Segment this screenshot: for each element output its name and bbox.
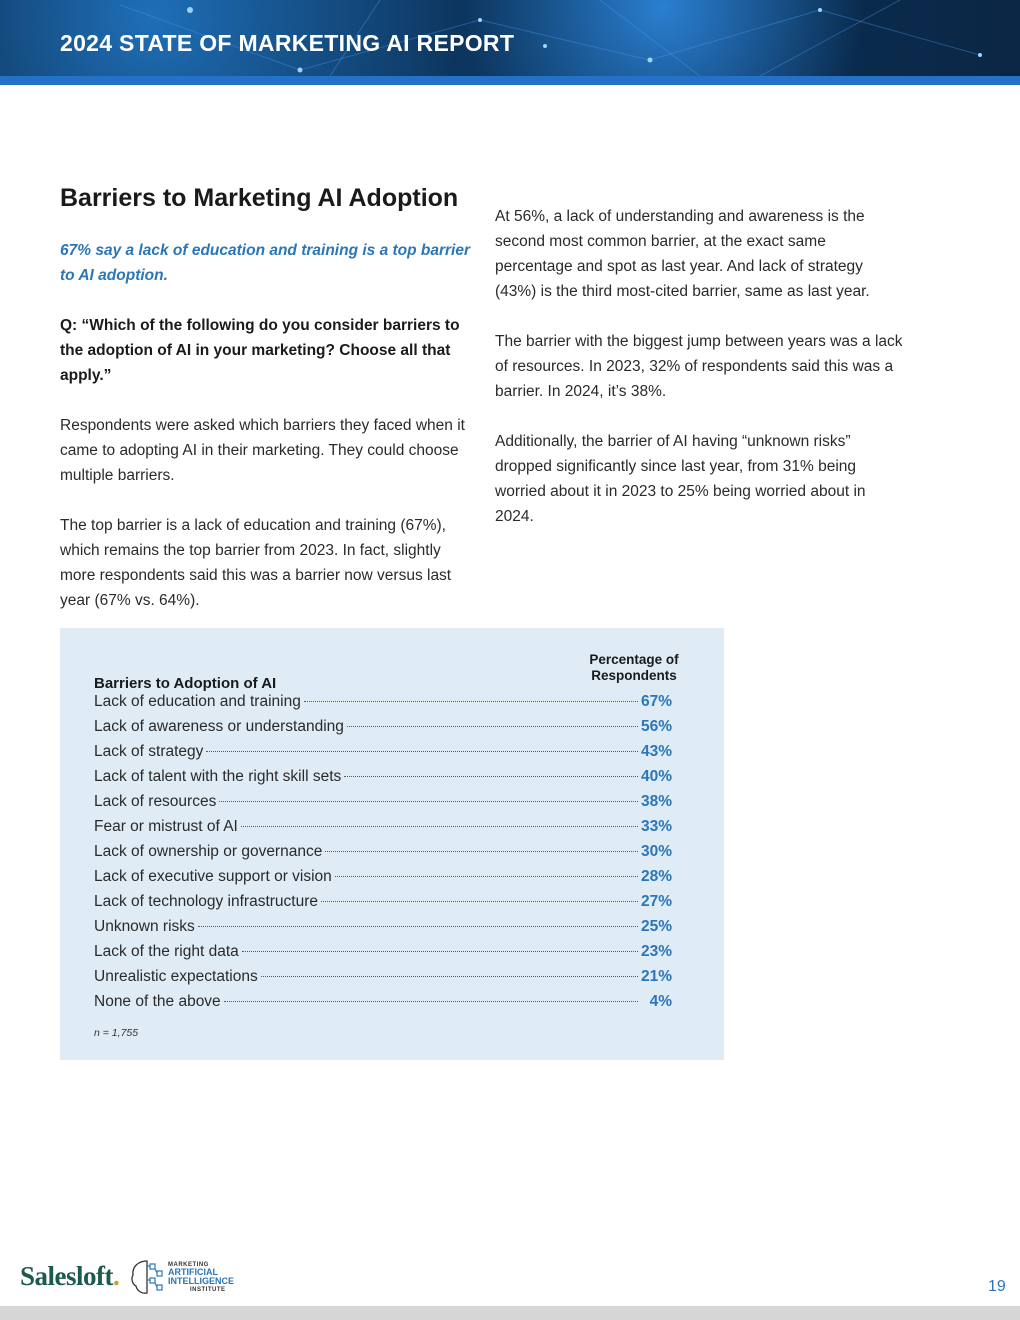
row-label: Lack of executive support or vision [94,868,332,885]
paragraph: The barrier with the biggest jump between years was a lack of resources. In 2023, 32% of respondents said this was a barrier. In 2024, it’s 38%. [495,333,903,400]
table-row [94,793,672,818]
row-value: 25% [640,918,672,935]
row-label: Lack of education and training [94,693,301,710]
row-label: None of the above [94,993,221,1010]
column-header-line: Percentage of [589,652,679,667]
paragraph: Additionally, the barrier of AI having “unknown risks” dropped significantly since last year, from 31% being worried about it in 2023 to 25% being worried about in 2024. [495,433,866,525]
left-column [60,182,480,613]
row-value: 43% [640,743,672,760]
row-value: 27% [640,893,672,910]
table-title: Barriers to Adoption of AI [94,675,277,692]
row-label: Lack of awareness or understanding [94,718,344,735]
row-value: 4% [649,993,672,1010]
row-label: Lack of the right data [94,943,239,960]
salesloft-logo-dot: . [113,1261,120,1291]
row-value: 23% [640,943,672,960]
row-value: 40% [640,768,672,785]
paragraph: At 56%, a lack of understanding and awareness is the second most common barrier, at the exact same percentage and spot as last year. And lack of strategy (43%) is the third most-cited barrier, same as last year. [495,208,870,300]
row-label: Lack of resources [94,793,217,810]
barriers-table-panel [60,628,724,1060]
row-label: Lack of strategy [94,743,204,760]
column-header [574,652,694,684]
table-rows [94,693,672,1018]
row-label: Unknown risks [94,918,195,935]
salesloft-logo [20,1261,119,1292]
dot-leader [325,851,638,852]
maii-line: MARKETING [168,1262,209,1268]
row-value: 28% [640,868,672,885]
table-row [94,693,672,718]
row-label: Lack of technology infrastructure [94,893,319,910]
row-value: 33% [640,818,672,835]
row-value: 38% [640,793,672,810]
column-header-line: Respondents [591,668,677,683]
row-value: 21% [640,968,672,985]
row-value: 67% [640,693,672,710]
salesloft-logo-text: Salesloft [20,1261,113,1291]
table-row [94,868,672,893]
dot-leader [347,726,638,727]
row-label: Unrealistic expectations [94,968,258,985]
row-label: Lack of ownership or governance [94,843,323,860]
dot-leader [261,976,638,977]
row-value: 56% [640,718,672,735]
maii-line: INTELLIGENCE [168,1276,235,1286]
paragraph: The top barrier is a lack of education and training (67%), which remains the top barrier from 2023. In fact, slightly more respondents said this was a barrier now versus last year (67% vs. 64%). [60,517,452,609]
page-number: 19 [988,1278,1006,1295]
brain-circuit-icon [128,1258,166,1296]
lead-statement: 67% say a lack of education and training is a top barrier to AI adoption. [60,242,471,284]
table-row [94,943,672,968]
dot-leader [321,901,638,902]
dot-leader [335,876,638,877]
maii-line: INSTITUTE [190,1287,226,1293]
dot-leader [241,826,638,827]
table-row [94,718,672,743]
table-row [94,743,672,768]
paragraph: Respondents were asked which barriers they faced when it came to adopting AI in their marketing. They could choose multiple barriers. [60,417,465,484]
section-title: Barriers to Marketing AI Adoption [60,184,459,212]
report-title: 2024 STATE OF MARKETING AI REPORT [60,30,515,56]
sample-size-note: n = 1,755 [94,1027,139,1039]
table-row [94,818,672,843]
dot-leader [198,926,638,927]
right-column [495,204,907,529]
dot-leader [206,751,638,752]
maii-logo [128,1258,234,1296]
header-stripe [0,76,1020,85]
dot-leader [224,1001,638,1002]
row-label: Lack of talent with the right skill sets [94,768,342,785]
dot-leader [242,951,638,952]
survey-question: Q: “Which of the following do you consider barriers to the adoption of AI in your marketing? Choose all that apply.” [60,317,460,384]
row-label: Fear or mistrust of AI [94,818,238,835]
table-row [94,968,672,993]
row-value: 30% [640,843,672,860]
table-row [94,768,672,793]
table-row [94,918,672,943]
page-bottom-bar [0,1306,1020,1320]
dot-leader [344,776,638,777]
table-header [94,652,694,692]
table-row [94,993,672,1018]
dot-leader [219,801,638,802]
maii-line: ARTIFICIAL [168,1267,218,1277]
dot-leader [304,701,638,702]
table-row [94,893,672,918]
header-banner [0,0,1020,76]
table-row [94,843,672,868]
